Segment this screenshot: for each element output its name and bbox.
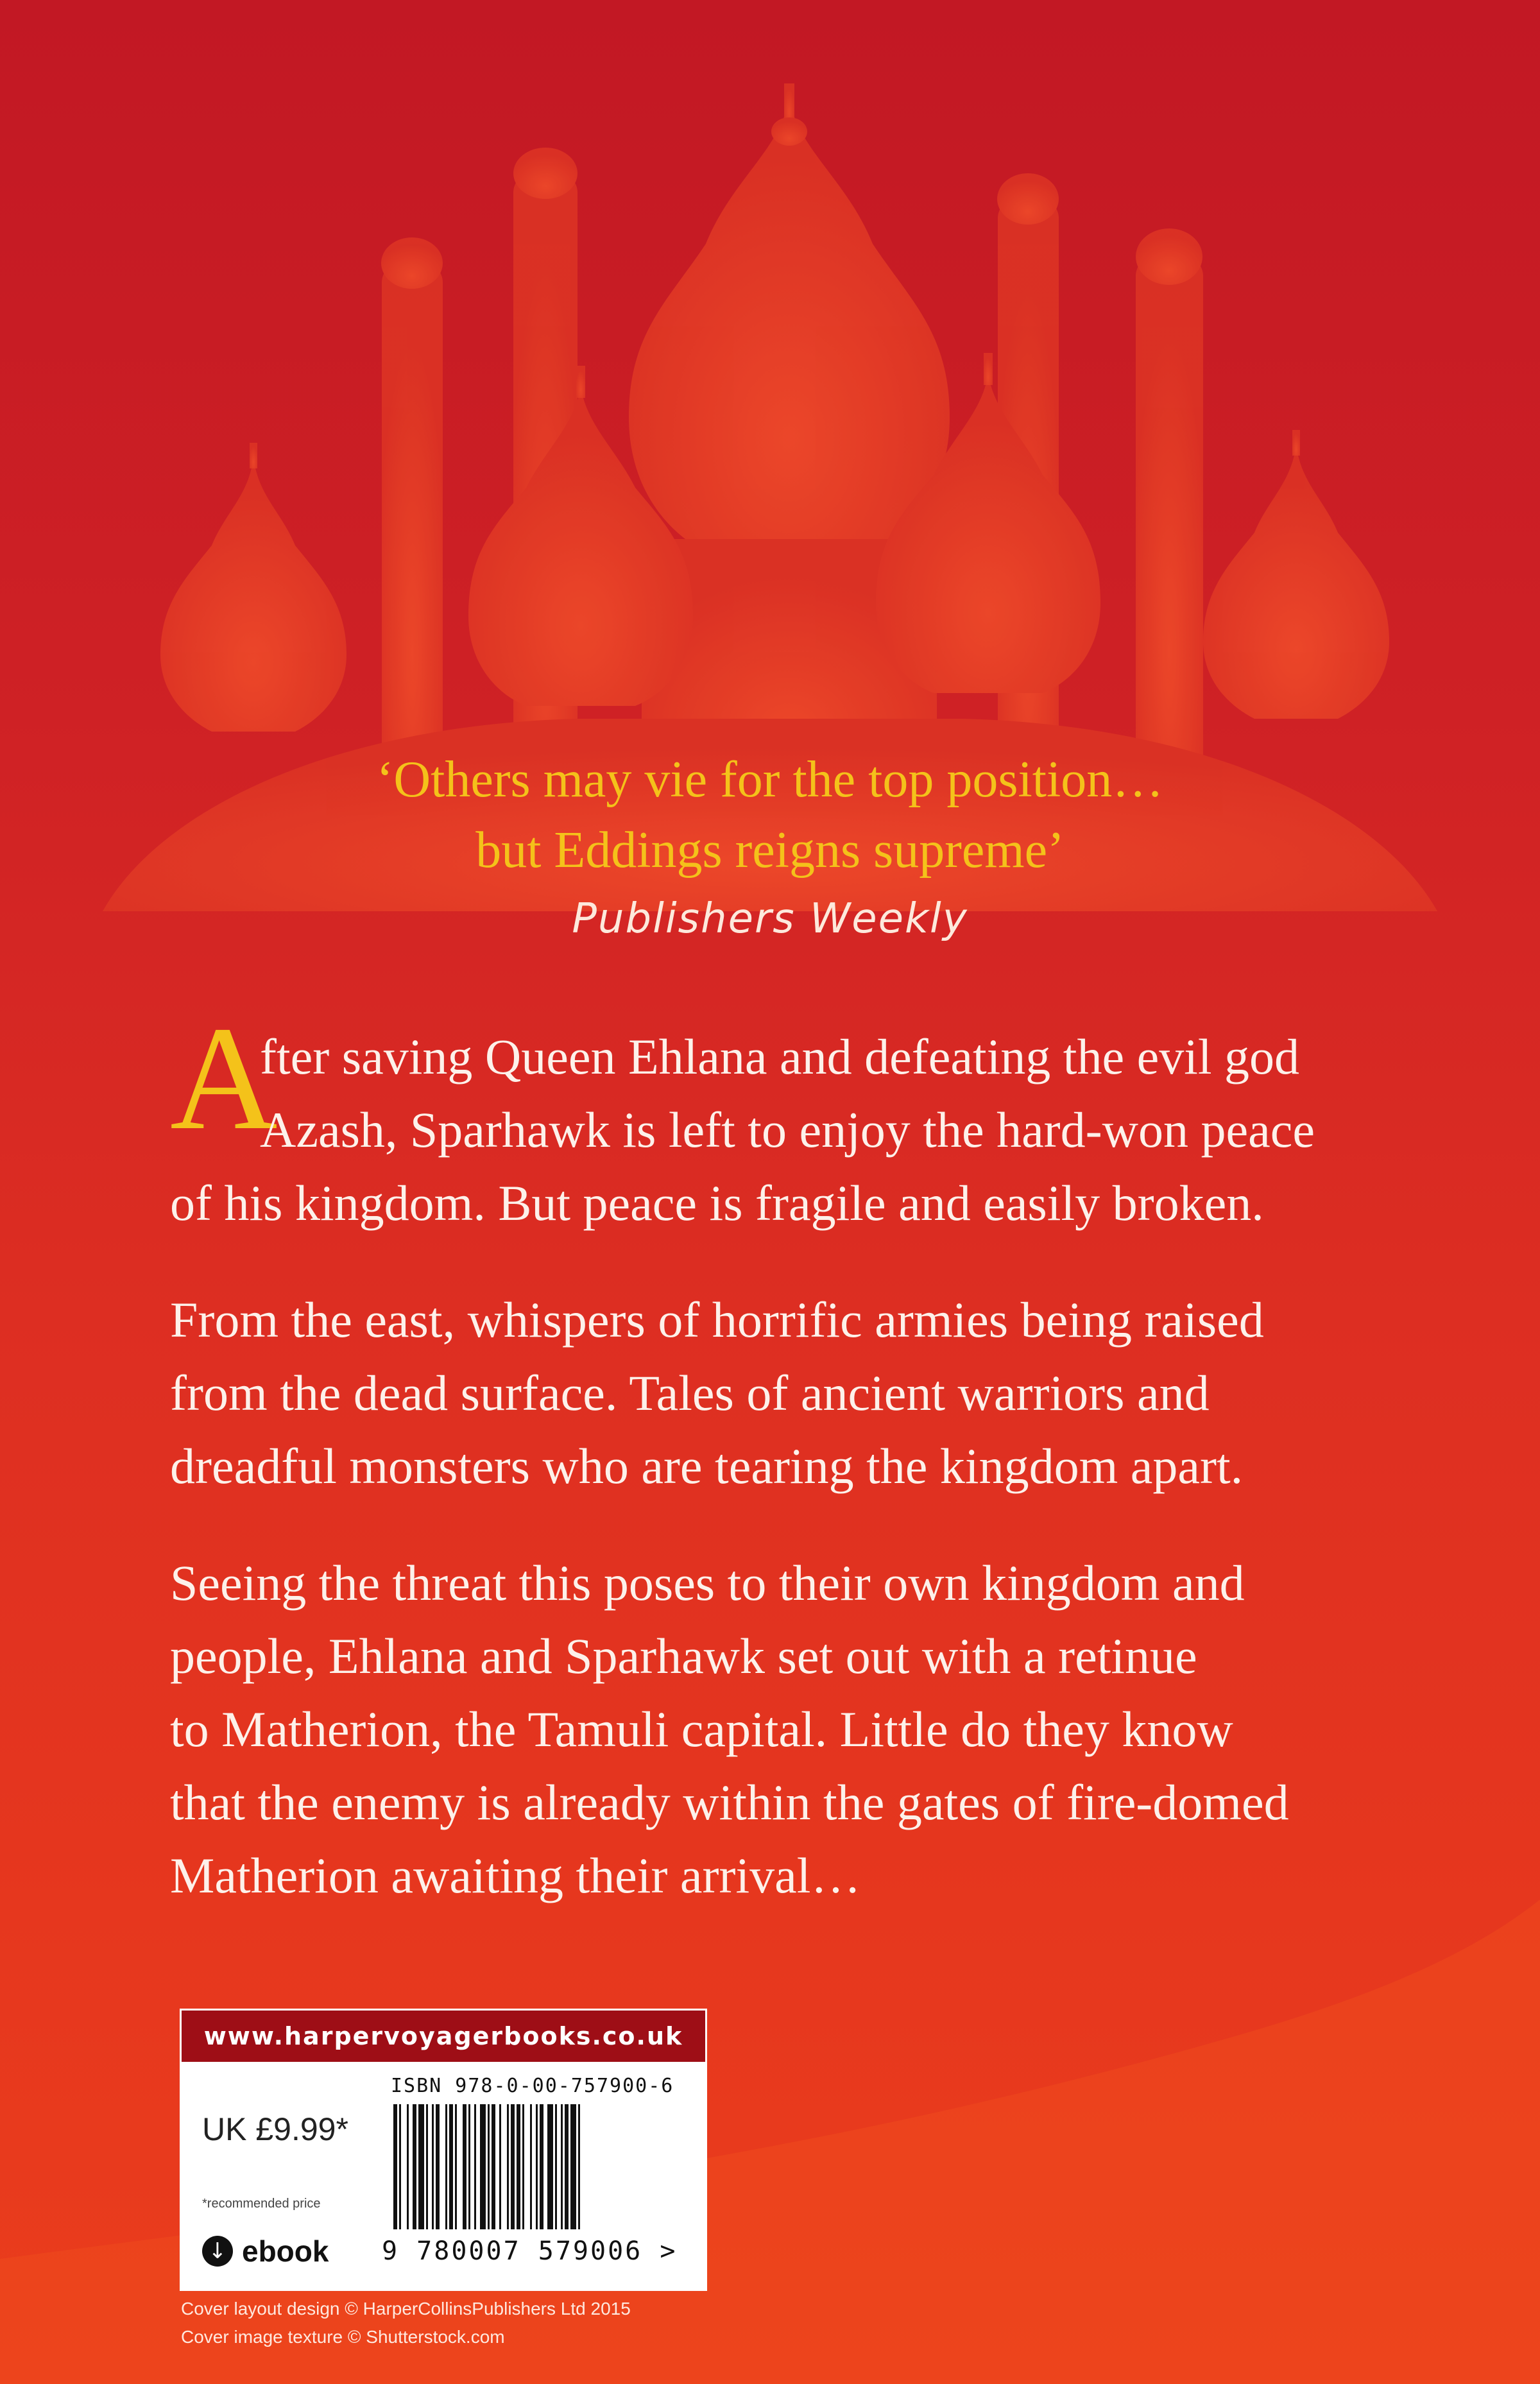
blurb-line: Seeing the threat this poses to their own kingdom and <box>170 1555 1245 1611</box>
ebook-badge <box>202 2234 329 2268</box>
blurb-line: dreadful monsters who are tearing the kingdom apart. <box>170 1438 1244 1494</box>
quote-line-1: ‘Others may vie for the top position… <box>376 751 1164 808</box>
blurb-line: Matherion awaiting their arrival… <box>170 1848 861 1903</box>
quote-line-2: but Eddings reigns supreme’ <box>475 822 1065 879</box>
blurb-line: of his kingdom. But peace is fragile and easily broken. <box>170 1175 1264 1231</box>
blurb-line: to Matherion, the Tamuli capital. Little do they know <box>170 1701 1233 1757</box>
blurb-paragraph-3 <box>170 1547 1428 1912</box>
price-label: UK £9.99* <box>202 2111 348 2147</box>
blurb-paragraph-2 <box>170 1283 1428 1503</box>
publisher-url[interactable]: www.harpervoyagerbooks.co.uk <box>182 2011 705 2062</box>
blurb-line: fter saving Queen Ehlana and defeating the evil god <box>260 1029 1300 1085</box>
drop-cap: A <box>170 996 278 1161</box>
isbn-text: ISBN 978-0-00-757900-6 <box>391 2075 674 2097</box>
blurb-line: that the enemy is already within the gates of fire-domed <box>170 1774 1289 1830</box>
blurb-line: Azash, Sparhawk is left to enjoy the hard-won peace <box>260 1102 1315 1158</box>
quote-source: Publishers Weekly <box>572 895 968 943</box>
cover-layout-credit: Cover layout design © HarperCollinsPublishers Ltd 2015 <box>181 2299 631 2319</box>
blurb-line: From the east, whispers of horrific armies being raised <box>170 1292 1264 1348</box>
barcode-panel <box>180 2009 707 2291</box>
blurb-line: people, Ehlana and Sparhawk set out with a retinue <box>170 1628 1197 1684</box>
barcode-digits: 9 780007 579006 > <box>382 2236 678 2266</box>
ebook-label: ebook <box>242 2234 329 2268</box>
download-arrow-icon: ↓ <box>202 2236 233 2267</box>
recommended-price-note: *recommended price <box>202 2197 321 2211</box>
blurb-paragraph-1 <box>170 1020 1428 1240</box>
cover-texture-credit: Cover image texture © Shutterstock.com <box>181 2327 505 2347</box>
barcode-icon <box>391 2104 660 2233</box>
blurb-line: from the dead surface. Tales of ancient warriors and <box>170 1365 1210 1421</box>
